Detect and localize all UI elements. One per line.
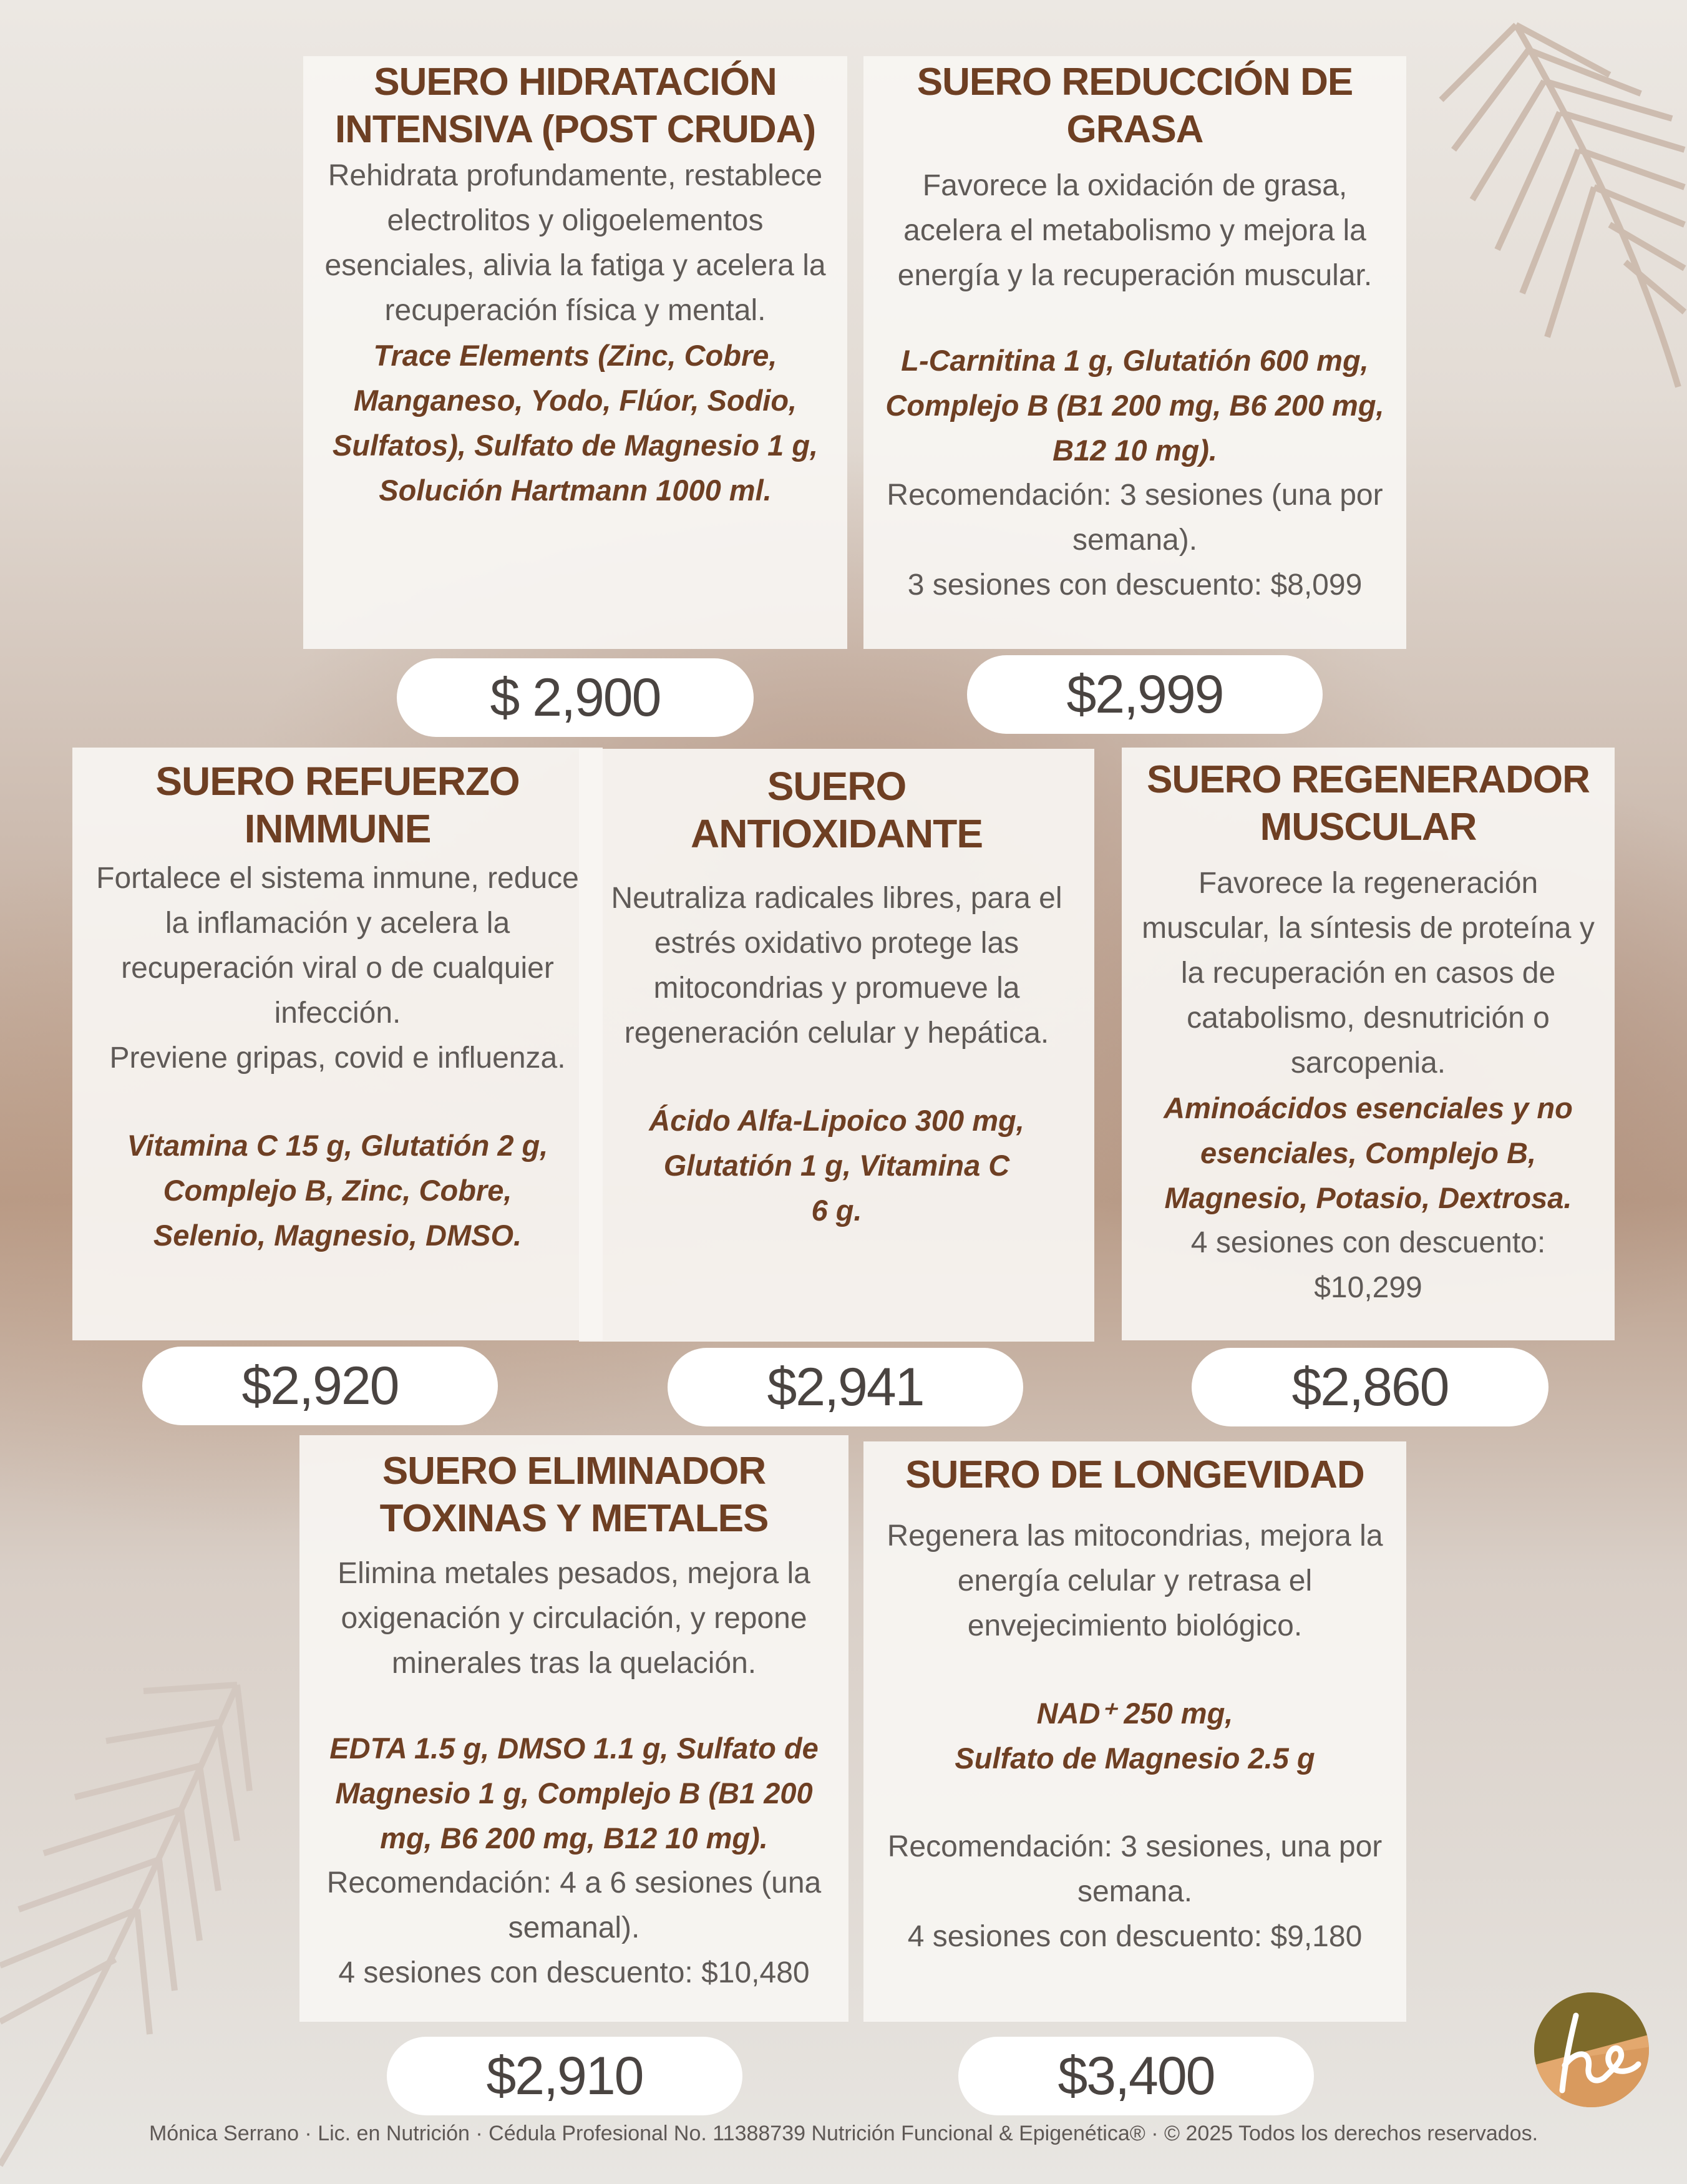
card-title: SUERO REDUCCIÓN DE GRASA bbox=[916, 61, 1353, 151]
card-ingredients: Vitamina C 15 g, Glutatión 2 g, Complejo B, Zinc, Cobre, Selenio, Magnesio, DMSO. bbox=[127, 1129, 548, 1252]
brand-logo-icon bbox=[1532, 1991, 1651, 2109]
card-regenerador-muscular bbox=[1122, 748, 1615, 1340]
price-pill: $2,920 bbox=[142, 1347, 498, 1425]
card-description: Rehidrata profundamente, restablece electrolitos y oligoelementos esenciales, alivia la fatiga y acelera la recuperación física y mental. bbox=[324, 159, 826, 327]
card-ingredients: Aminoácidos esenciales y no esenciales, Complejo B, Magnesio, Potasio, Dextrosa. bbox=[1164, 1091, 1573, 1214]
card-ingredients: EDTA 1.5 g, DMSO 1.1 g, Sulfato de Magnesio 1 g, Complejo B (B1 200 mg, B6 200 mg, B12 10 mg). bbox=[329, 1732, 819, 1855]
card-title: SUERO ELIMINADOR TOXINAS Y METALES bbox=[379, 1450, 769, 1540]
price-pill: $2,941 bbox=[668, 1348, 1023, 1426]
card-description: Favorece la oxidación de grasa, acelera el metabolismo y mejora la energía y la recuperación muscular. bbox=[897, 169, 1373, 292]
card-reduccion-grasa bbox=[863, 56, 1406, 649]
card-ingredients: Ácido Alfa-Lipoico 300 mg, Glutatión 1 g, Vitamina C 6 g. bbox=[649, 1104, 1024, 1227]
card-title: SUERO REFUERZO INMMUNE bbox=[155, 759, 520, 851]
card-ingredients: Trace Elements (Zinc, Cobre, Manganeso, Yodo, Flúor, Sodio, Sulfatos), Sulfato de Magnesio 1 g, Solución Hartmann 1000 ml. bbox=[332, 339, 819, 507]
card-hidratacion bbox=[303, 56, 847, 649]
card-description: Favorece la regeneración muscular, la síntesis de proteína y la recuperación en casos de catabolismo, desnutrición o sarcopenia. bbox=[1142, 867, 1595, 1080]
card-ingredients: NAD⁺ 250 mg, Sulfato de Magnesio 2.5 g bbox=[955, 1697, 1315, 1775]
price-pill: $2,999 bbox=[967, 655, 1323, 734]
card-recommendation: Recomendación: 3 sesiones, una por semana. 4 sesiones con descuento: $9,180 bbox=[887, 1830, 1383, 1953]
price-pill: $2,910 bbox=[387, 2037, 742, 2115]
card-ingredients: L-Carnitina 1 g, Glutatión 600 mg, Complejo B (B1 200 mg, B6 200 mg, B12 10 mg). bbox=[885, 344, 1384, 467]
palm-leaf-icon bbox=[0, 1635, 262, 2172]
card-longevidad bbox=[863, 1441, 1406, 2022]
card-recommendation: Recomendación: 4 a 6 sesiones (una semanal). 4 sesiones con descuento: $10,480 bbox=[326, 1866, 822, 1989]
card-title: SUERO DE LONGEVIDAD bbox=[905, 1453, 1364, 1496]
card-title: SUERO REGENERADOR MUSCULAR bbox=[1147, 758, 1590, 849]
card-eliminador-toxinas bbox=[299, 1435, 848, 2022]
price-pill: $ 2,900 bbox=[397, 658, 754, 737]
card-recommendation: 4 sesiones con descuento: $10,299 bbox=[1190, 1226, 1546, 1304]
card-antioxidante bbox=[579, 749, 1094, 1342]
card-description: Neutraliza radicales libres, para el estrés oxidativo protege las mitocondrias y promueve la regeneración celular y hepática. bbox=[611, 882, 1062, 1050]
price-pill: $3,400 bbox=[958, 2037, 1314, 2115]
footer-text: Mónica Serrano · Lic. en Nutrición · Cédula Profesional No. 11388739 Nutrición Funcional & Epigenética® · © 2025 Todos los derechos reservados. bbox=[148, 2122, 1539, 2145]
card-description: Elimina metales pesados, mejora la oxigenación y circulación, y repone minerales tras la quelación. bbox=[338, 1557, 810, 1680]
card-description: Fortalece el sistema inmune, reduce la inflamación y acelera la recuperación viral o de cualquier infección. Previene gripas, covid e influenza. bbox=[96, 862, 579, 1075]
card-recommendation: Recomendación: 3 sesiones (una por semana). 3 sesiones con descuento: $8,099 bbox=[887, 479, 1383, 602]
card-title: SUERO ANTIOXIDANTE bbox=[691, 764, 983, 856]
card-title: SUERO HIDRATACIÓN INTENSIVA (POST CRUDA) bbox=[334, 61, 816, 151]
card-description: Regenera las mitocondrias, mejora la energía celular y retrasa el envejecimiento biológico. bbox=[887, 1519, 1383, 1642]
card-refuerzo-inmune bbox=[72, 748, 603, 1340]
palm-leaf-icon bbox=[1404, 0, 1687, 399]
price-pill: $2,860 bbox=[1192, 1348, 1548, 1426]
